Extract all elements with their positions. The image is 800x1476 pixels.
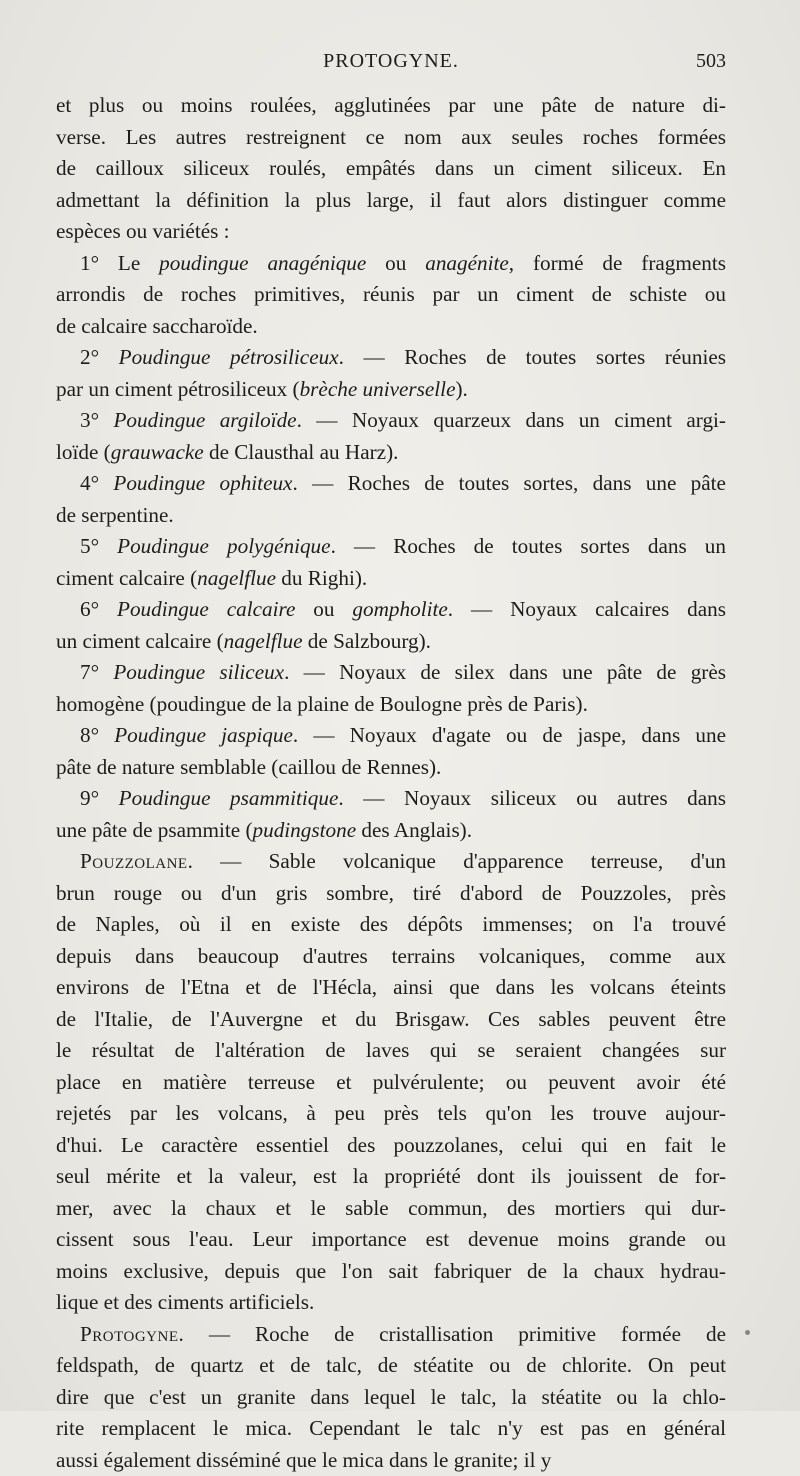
text-segment: 3° <box>80 408 113 432</box>
text-segment: le résultat de l'altération de laves qui se seraient changées sur <box>56 1038 726 1062</box>
text-segment: arrondis de roches primitives, réunis par un ciment de schiste ou <box>56 282 726 306</box>
text-line <box>56 1098 726 1130</box>
italic-term: nagelflue <box>197 566 276 590</box>
text-segment: ou <box>295 597 352 621</box>
text-segment: seul mérite et la valeur, est la propriété dont ils jouissent de for- <box>56 1164 726 1188</box>
text-line <box>56 1161 726 1193</box>
text-segment: des Anglais). <box>356 818 472 842</box>
paragraph <box>56 248 726 343</box>
text-line <box>56 1445 726 1476</box>
text-line <box>56 815 726 847</box>
italic-term: Poudingue argiloïde <box>113 408 296 432</box>
paragraph <box>56 531 726 594</box>
italic-term: gompholite <box>352 597 447 621</box>
paragraph <box>56 405 726 468</box>
text-segment: 7° <box>80 660 113 684</box>
print-speck <box>745 1330 750 1335</box>
paragraph <box>56 90 726 248</box>
text-segment: ou <box>366 251 425 275</box>
text-segment: d'hui. Le caractère essentiel des pouzzolanes, celui qui en fait le <box>56 1133 726 1157</box>
text-segment: moins exclusive, depuis que l'on sait fabriquer de la chaux hydrau- <box>56 1259 726 1283</box>
text-segment: . — Roches de toutes sortes dans un <box>331 534 726 558</box>
italic-term: grauwacke <box>111 440 204 464</box>
text-segment: 1° Le <box>80 251 159 275</box>
text-segment: depuis dans beaucoup d'autres terrains volcaniques, comme aux <box>56 944 726 968</box>
text-line <box>56 689 726 721</box>
text-segment: place en matière terreuse et pulvérulente; ou peuvent avoir été <box>56 1070 726 1094</box>
text-line <box>56 1413 726 1445</box>
text-line <box>56 972 726 1004</box>
text-segment: , formé de fragments <box>509 251 726 275</box>
text-segment: de calcaire saccharoïde. <box>56 314 258 338</box>
text-line <box>56 311 726 343</box>
text-line <box>56 1004 726 1036</box>
text-segment: . — Noyaux siliceux ou autres dans <box>338 786 726 810</box>
text-line <box>56 1382 726 1414</box>
text-segment: dire que c'est un granite dans lequel le talc, la stéatite ou la chlo- <box>56 1385 726 1409</box>
paragraph <box>56 657 726 720</box>
paragraph <box>56 783 726 846</box>
running-head: PROTOGYNE. <box>56 50 726 73</box>
text-line <box>56 941 726 973</box>
text-segment: un ciment calcaire ( <box>56 629 224 653</box>
text-line <box>56 909 726 941</box>
text-segment: rejetés par les volcans, à peu près tels qu'on les trouve aujour- <box>56 1101 726 1125</box>
text-segment: 5° <box>80 534 117 558</box>
entry-heading: Pouzzolane <box>80 849 188 873</box>
italic-term: Poudingue jaspique <box>114 723 293 747</box>
paragraph <box>56 1319 726 1476</box>
text-line <box>56 563 726 595</box>
page-number: 503 <box>696 50 726 73</box>
text-line <box>56 342 726 374</box>
text-segment: 9° <box>80 786 119 810</box>
text-segment: . — Sable volcanique d'apparence terreuse, d'un <box>188 849 726 873</box>
text-segment: . — Noyaux quarzeux dans un ciment argi- <box>297 408 726 432</box>
text-segment: par un ciment pétrosiliceux ( <box>56 377 300 401</box>
italic-term: Poudingue siliceux <box>113 660 284 684</box>
text-segment: lique et des ciments artificiels. <box>56 1290 314 1314</box>
italic-term: brèche universelle <box>300 377 456 401</box>
text-segment: . — Roche de cristallisation primitive formée de <box>179 1322 726 1346</box>
text-line <box>56 594 726 626</box>
text-segment: aussi également disséminé que le mica dans le granite; il y <box>56 1448 551 1472</box>
text-line <box>56 248 726 280</box>
italic-term: anagénite <box>425 251 509 275</box>
paragraph <box>56 720 726 783</box>
text-segment: espèces ou variétés : <box>56 219 230 243</box>
text-segment: 8° <box>80 723 114 747</box>
text-segment: de Clausthal au Harz). <box>204 440 399 464</box>
text-line <box>56 752 726 784</box>
text-line <box>56 1350 726 1382</box>
italic-term: Poudingue polygénique <box>117 534 330 558</box>
text-line <box>56 90 726 122</box>
text-line <box>56 1287 726 1319</box>
text-segment: . — Noyaux calcaires dans <box>448 597 726 621</box>
text-line <box>56 153 726 185</box>
paragraph <box>56 468 726 531</box>
page-header <box>56 50 726 80</box>
text-line <box>56 783 726 815</box>
text-segment: et plus ou moins roulées, agglutinées par une pâte de nature di- <box>56 93 726 117</box>
italic-term: Poudingue ophiteux <box>113 471 292 495</box>
text-segment: admettant la définition la plus large, il faut alors distinguer comme <box>56 188 726 212</box>
text-segment: . — Roches de toutes sortes réunies <box>339 345 726 369</box>
text-line <box>56 1130 726 1162</box>
italic-term: nagelflue <box>224 629 303 653</box>
text-segment: de Salzbourg). <box>302 629 430 653</box>
text-line <box>56 374 726 406</box>
text-line <box>56 122 726 154</box>
text-line <box>56 846 726 878</box>
text-segment: ciment calcaire ( <box>56 566 197 590</box>
text-segment: environs de l'Etna et de l'Hécla, ainsi que dans les volcans éteints <box>56 975 726 999</box>
text-segment: feldspath, de quartz et de talc, de stéatite ou de chlorite. On peut <box>56 1353 726 1377</box>
text-segment: de serpentine. <box>56 503 174 527</box>
text-segment: ). <box>455 377 467 401</box>
text-segment: de Naples, où il en existe des dépôts immenses; on l'a trouvé <box>56 912 726 936</box>
text-segment: verse. Les autres restreignent ce nom aux seules roches formées <box>56 125 726 149</box>
italic-term: poudingue anagénique <box>159 251 366 275</box>
text-segment: pâte de nature semblable (caillou de Rennes). <box>56 755 441 779</box>
text-line <box>56 216 726 248</box>
italic-term: Poudingue calcaire <box>117 597 295 621</box>
text-segment: . — Noyaux de silex dans une pâte de grès <box>284 660 726 684</box>
text-segment: 6° <box>80 597 117 621</box>
text-segment: une pâte de psammite ( <box>56 818 253 842</box>
text-segment: cissent sous l'eau. Leur importance est devenue moins grande ou <box>56 1227 726 1251</box>
text-segment: homogène (poudingue de la plaine de Boulogne près de Paris). <box>56 692 588 716</box>
text-line <box>56 657 726 689</box>
text-segment: mer, avec la chaux et le sable commun, des mortiers qui dur- <box>56 1196 726 1220</box>
text-line <box>56 437 726 469</box>
paragraph <box>56 846 726 1319</box>
text-segment: brun rouge ou d'un gris sombre, tiré d'abord de Pouzzoles, près <box>56 881 726 905</box>
text-line <box>56 1035 726 1067</box>
text-line <box>56 720 726 752</box>
text-line <box>56 1224 726 1256</box>
text-segment: . — Roches de toutes sortes, dans une pâte <box>292 471 726 495</box>
text-line <box>56 185 726 217</box>
text-line <box>56 878 726 910</box>
text-segment: du Righi). <box>276 566 367 590</box>
italic-term: Poudingue pétrosiliceux <box>119 345 339 369</box>
text-line <box>56 1067 726 1099</box>
paragraph <box>56 342 726 405</box>
text-line <box>56 405 726 437</box>
text-segment: . — Noyaux d'agate ou de jaspe, dans une <box>293 723 726 747</box>
text-line <box>56 468 726 500</box>
text-segment: loïde ( <box>56 440 111 464</box>
entry-heading: Protogyne <box>80 1322 179 1346</box>
text-line <box>56 531 726 563</box>
text-segment: rite remplacent le mica. Cependant le talc n'y est pas en général <box>56 1416 726 1440</box>
text-line <box>56 1256 726 1288</box>
text-line <box>56 279 726 311</box>
paragraph <box>56 594 726 657</box>
text-line <box>56 1193 726 1225</box>
text-line <box>56 1319 726 1351</box>
text-segment: 2° <box>80 345 119 369</box>
text-line <box>56 626 726 658</box>
text-line <box>56 500 726 532</box>
italic-term: Poudingue psammitique <box>119 786 339 810</box>
italic-term: pudingstone <box>253 818 357 842</box>
text-segment: de cailloux siliceux roulés, empâtés dans un ciment siliceux. En <box>56 156 726 180</box>
text-segment: 4° <box>80 471 113 495</box>
text-segment: de l'Italie, de l'Auvergne et du Brisgaw. Ces sables peuvent être <box>56 1007 726 1031</box>
body-text <box>56 90 726 1476</box>
